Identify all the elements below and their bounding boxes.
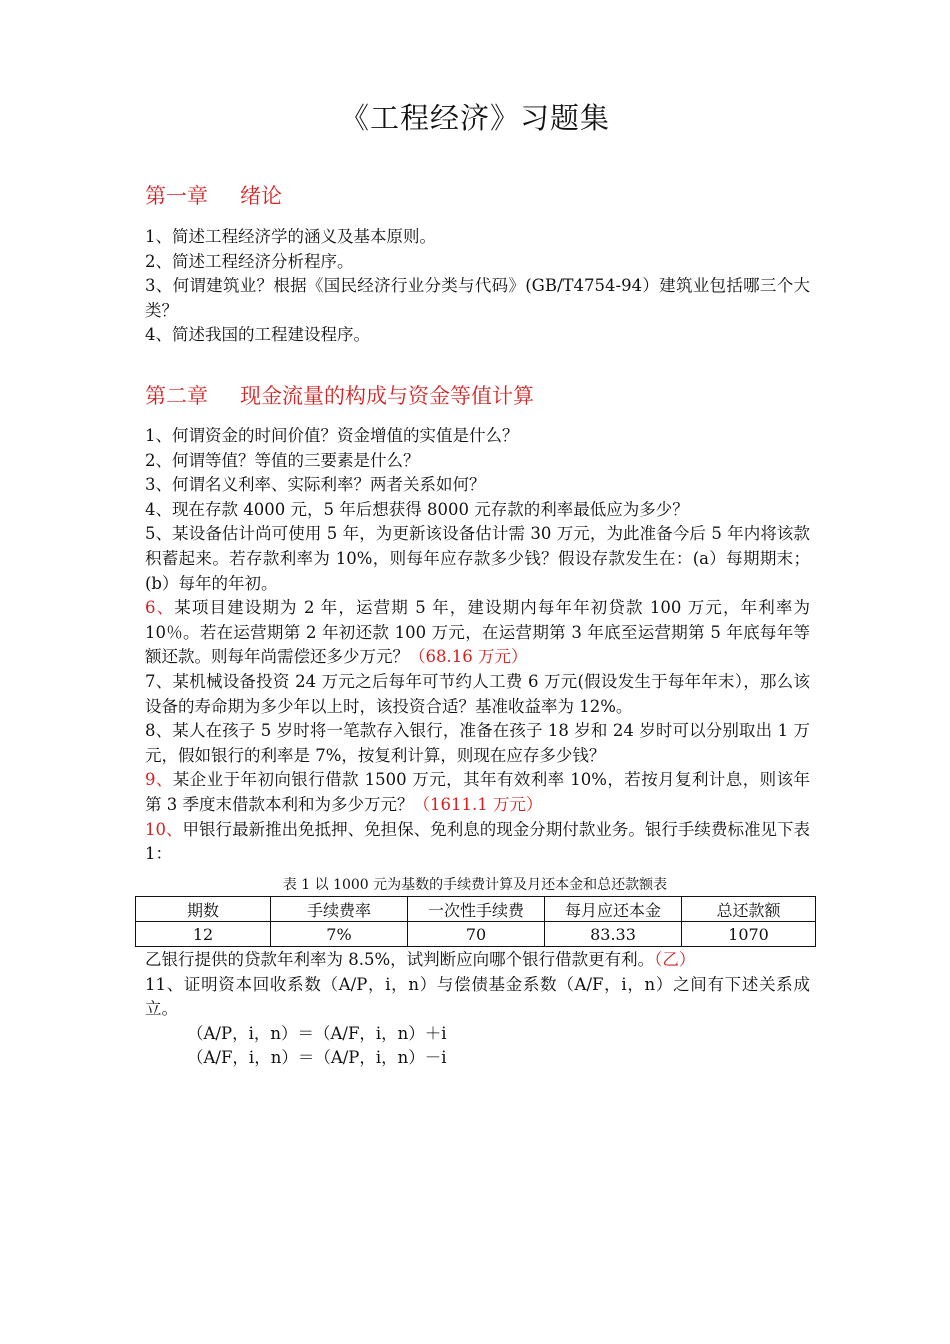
question (145, 948, 810, 973)
table-caption: 表 1 以 1000 元为基数的手续费计算及月还本金和总还款额表 (282, 877, 668, 893)
chapter-1-heading (145, 180, 282, 210)
chapter-2-title: 现金流量的构成与资金等值计算 (240, 384, 534, 408)
question: 1、简述工程经济学的涵义及基本原则。 (145, 227, 436, 246)
table-cell: 70 (408, 922, 545, 947)
chapter-2-number: 第二章 (145, 384, 208, 408)
question: 11、证明资本回收系数（A/P，i，n）与偿债基金系数（A/F，i，n）之间有下述关系成立。 (145, 974, 810, 1019)
table-header: 每月应还本金 (545, 897, 682, 922)
question-text: 乙银行提供的贷款年利率为 8.5%，试判断应向哪个银行借款更有利。 (145, 950, 655, 969)
question-text: 甲银行最新推出免抵押、免担保、免利息的现金分期付款业务。银行手续费标准见下表 1： (145, 819, 811, 864)
question: 4、简述我国的工程建设程序。 (145, 325, 370, 345)
chapter-1-questions (145, 225, 810, 348)
table-header: 一次性手续费 (408, 897, 545, 922)
formula: （A/F，i，n）＝（A/P，i，n）－i (187, 1048, 447, 1068)
question (145, 596, 810, 670)
table-row (136, 922, 816, 947)
question: 7、某机械设备投资 24 万元之后每年可节约人工费 6 万元(假设发生于每年年末），那么该设备的寿命期为多少年以上时，该投资合适？基准收益率为 12%。 (145, 671, 810, 716)
chapter-1-title: 绪论 (240, 184, 282, 208)
document-title: 《工程经济》习题集 (339, 101, 610, 135)
question-text: 某项目建设期为 2 年，运营期 5 年，建设期内每年年初贷款 100 万元，年利率为 10％。若在运营期第 2 年初还款 100 万元，在运营期第 3 年底至运营期第 5 年底每年等额还款。则每年尚需偿还多少万元？ (145, 598, 811, 667)
table-header-row (136, 897, 816, 922)
question-number: 10、 (145, 819, 183, 839)
formula: （A/P，i，n）＝（A/F，i，n）＋i (187, 1023, 447, 1043)
answer: （68.16 万元） (409, 647, 528, 667)
question: 2、何谓等值？等值的三要素是什么？ (145, 450, 420, 470)
question: 4、现在存款 4000 元，5 年后想获得 8000 元存款的利率最低应为多少？ (145, 499, 689, 519)
answer: （1611.1 万元） (413, 794, 543, 814)
question: 3、何谓名义利率、实际利率？两者关系如何？ (145, 475, 486, 495)
table-cell: 7% (271, 922, 408, 947)
question-number: 6、 (145, 598, 175, 618)
question (145, 768, 810, 817)
chapter-2-questions (145, 424, 810, 867)
fee-table (135, 896, 816, 947)
table-header: 手续费率 (271, 897, 408, 922)
question: 3、何谓建筑业？根据《国民经济行业分类与代码》(GB/T4754-94）建筑业包括哪三个大类？ (145, 276, 810, 320)
table-header: 总还款额 (682, 897, 816, 922)
table-header: 期数 (136, 897, 271, 922)
question: 8、某人在孩子 5 岁时将一笔款存入银行，准备在孩子 18 岁和 24 岁时可以分别取出 1 万元，假如银行的利率是 7%，按复利计算，则现在应存多少钱？ (145, 721, 810, 765)
question (145, 818, 810, 867)
question: 1、何谓资金的时间价值？资金增值的实值是什么？ (145, 426, 519, 445)
table-cell: 83.33 (545, 922, 682, 947)
answer: （乙） (654, 950, 696, 969)
chapter-2-questions-continued (145, 948, 810, 1071)
question: 2、简述工程经济分析程序。 (145, 251, 354, 271)
chapter-1-number: 第一章 (145, 184, 208, 208)
table-cell: 1070 (682, 922, 816, 947)
chapter-2-heading (145, 380, 534, 410)
question-number: 9、 (145, 770, 173, 790)
question-text: 某企业于年初向银行借款 1500 万元，其年有效利率 10%，若按月复利计息，则该年第 3 季度末借款本利和为多少万元？ (145, 770, 810, 814)
table-cell: 12 (136, 922, 271, 947)
question: 5、某设备估计尚可使用 5 年，为更新该设备估计需 30 万元，为此准备今后 5 年内将该款积蓄起来。若存款利率为 10%，则每年应存款多少钱？假设存款发生在：(a）每期期末；(b）每年的年初。 (145, 524, 810, 593)
